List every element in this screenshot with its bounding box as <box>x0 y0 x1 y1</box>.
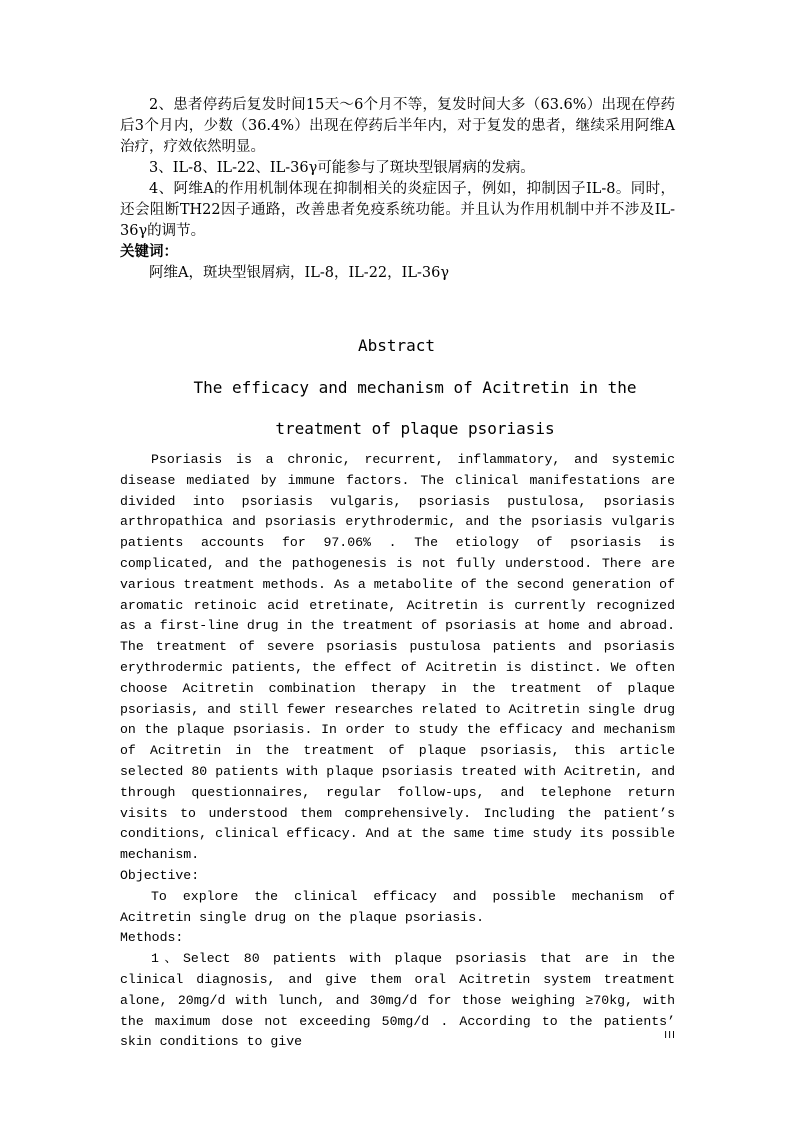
abstract-heading: Abstract <box>357 336 436 355</box>
english-abstract-body <box>120 450 675 1053</box>
keywords-label: 关键词： <box>120 244 178 260</box>
objective-text: To explore the clinical efficacy and possible mechanism of Acitretin single drug on the plaque psoriasis. <box>120 888 675 925</box>
en-intro-paragraph: Psoriasis is a chronic, recurrent, inflammatory, and systemic disease mediated by immune factors. The clinical manifestations are divided into psoriasis vulgaris, psoriasis pustulosa, psoriasis arthropathica and psoriasis erythrodermic, and the psoriasis vulgaris patients accounts for 97.06% . The etiology of psoriasis is complicated, and the pathogenesis is not fully understood. There are various treatment methods. As a metabolite of the second generation of aromatic retinoic acid etretinate, Acitretin is currently recognized as a first-line drug in the treatment of psoriasis at home and abroad. The treatment of severe psoriasis pustulosa patients and psoriasis erythrodermic patients, the effect of Acitretin is distinct. We often choose Acitretin combination therapy in the treatment of plaque psoriasis, and still fewer researches related to Acitretin single drug on the plaque psoriasis. In order to study the efficacy and mechanism of Acitretin in the treatment of plaque psoriasis, this article selected 80 patients with plaque psoriasis treated with Acitretin, and through questionnaires, regular follow-ups, and telephone return visits to understood them comprehensively. Including the patient’s conditions, clinical efficacy. And at the same time study its possible mechanism. <box>120 452 675 863</box>
cn-paragraph-3: 3、IL-8、IL-22、IL-36γ可能参与了斑块型银屑病的发病。 <box>149 160 535 176</box>
chinese-results-section <box>120 95 675 284</box>
keywords-text: 阿维A，斑块型银屑病，IL-8，IL-22，IL-36γ <box>149 265 450 281</box>
page-number: III <box>664 1030 676 1041</box>
methods-text: 1、Select 80 patients with plaque psoriasis that are in the clinical diagnosis, and give them oral Acitretin system treatment alone, 20mg/d with lunch, and 30mg/d for those weighing ≥70kg, with the maximum dose not exceeding 50mg/d . According to the patients’ skin conditions to give <box>120 951 675 1050</box>
cn-paragraph-4: 4、阿维A的作用机制体现在抑制相关的炎症因子，例如，抑制因子IL-8。同时，还会阻断TH22因子通路，改善患者免疫系统功能。并且认为作用机制中并不涉及IL-36γ的调节。 <box>120 181 675 239</box>
objective-label: Objective: <box>120 867 200 883</box>
abstract-title: The efficacy and mechanism of Acitretin in the treatment of plaque psoriasis <box>193 378 637 438</box>
methods-label: Methods: <box>120 930 184 946</box>
cn-paragraph-2: 2、患者停药后复发时间15天～6个月不等，复发时间大多（63.6%）出现在停药后3个月内，少数（36.4%）出现在停药后半年内，对于复发的患者，继续采用阿维A治疗，疗效依然明显。 <box>120 97 675 155</box>
